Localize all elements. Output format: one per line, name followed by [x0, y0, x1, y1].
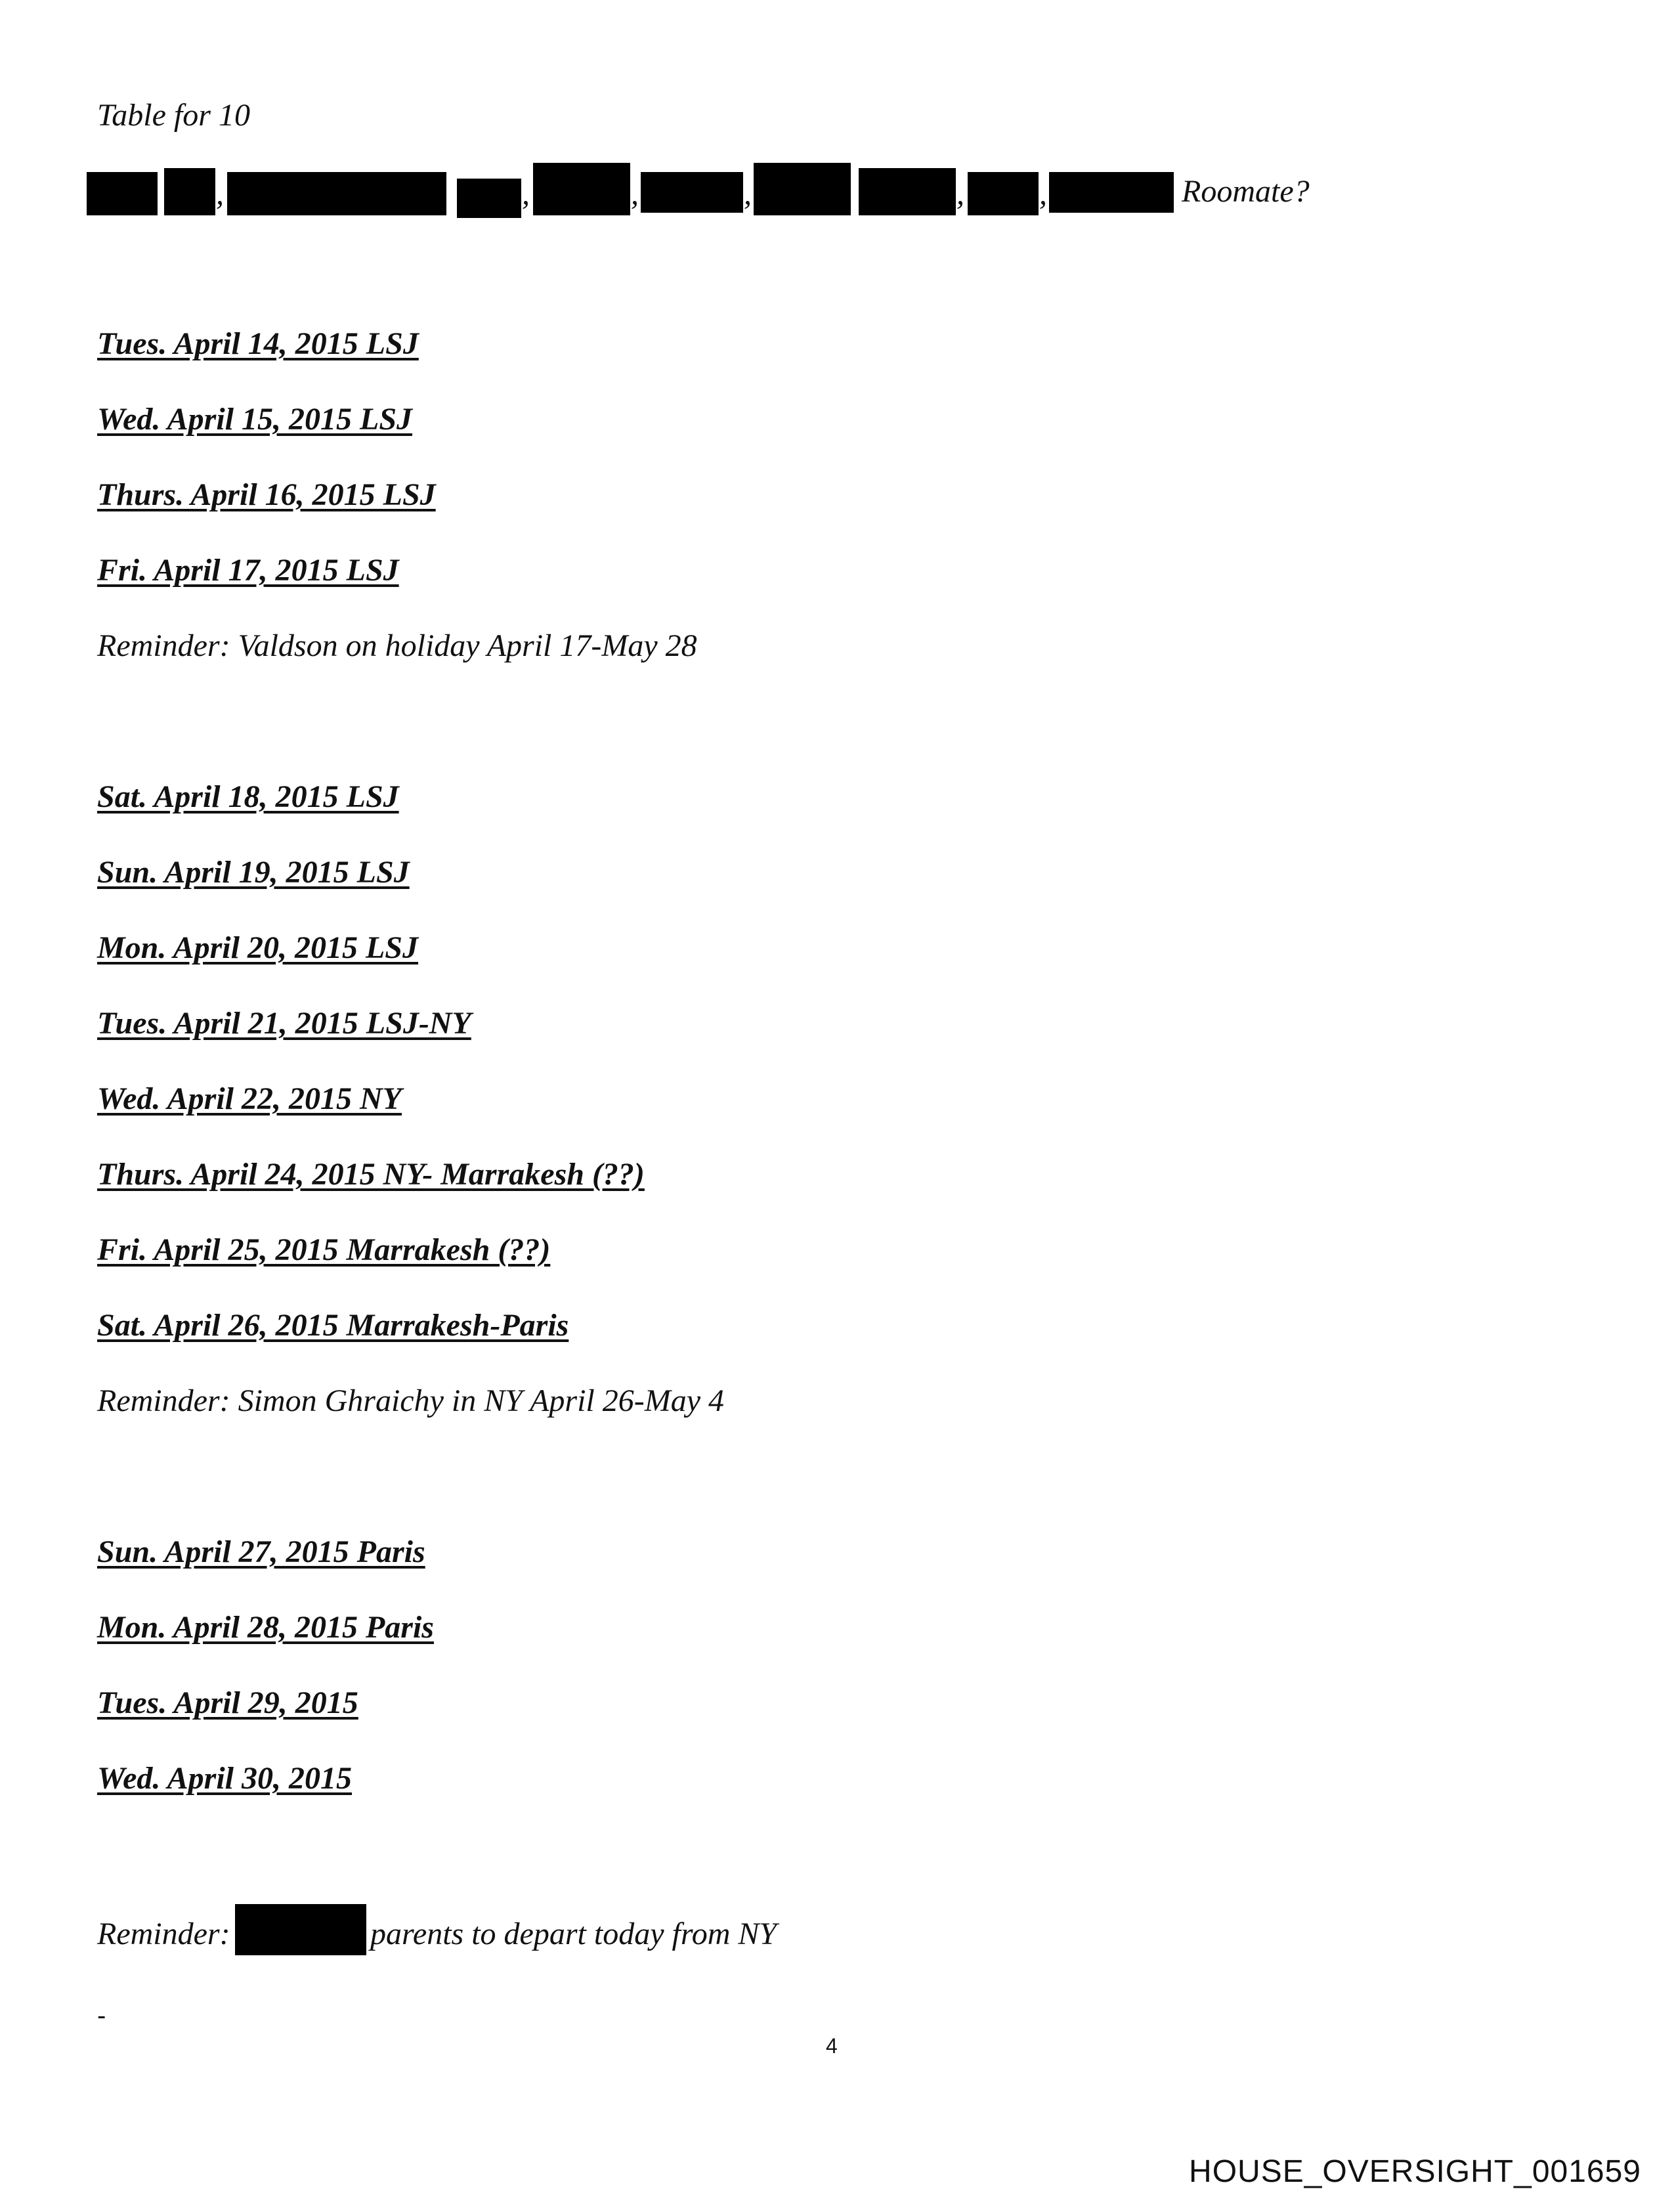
redaction-block — [754, 163, 851, 215]
schedule-entry: Fri. April 17, 2015 LSJ — [97, 553, 399, 588]
schedule-entry: Thurs. April 24, 2015 NY- Marrakesh (??) — [97, 1157, 645, 1192]
schedule-entry: Sun. April 27, 2015 Paris — [97, 1534, 425, 1569]
table-title: Table for 10 — [97, 98, 250, 133]
comma-separator: , — [744, 177, 752, 211]
schedule-entry: Fri. April 25, 2015 Marrakesh (??) — [97, 1232, 551, 1267]
bates-number: HOUSE_OVERSIGHT_001659 — [1189, 2154, 1641, 2189]
schedule-entry: Wed. April 15, 2015 LSJ — [97, 402, 413, 437]
comma-separator: , — [956, 177, 964, 211]
redaction-block — [164, 168, 215, 215]
redaction-block — [533, 163, 630, 215]
reminder-note: Reminder: Valdson on holiday April 17-May 28 — [97, 628, 697, 663]
redaction-block — [859, 168, 956, 215]
schedule-entry: Sun. April 19, 2015 LSJ — [97, 855, 410, 890]
reminder-prefix: Reminder: — [97, 1917, 230, 1951]
schedule-entry: Mon. April 28, 2015 Paris — [97, 1610, 434, 1645]
redaction-block — [457, 179, 521, 218]
comma-separator: , — [522, 177, 530, 211]
schedule-entry: Tues. April 29, 2015 — [97, 1685, 358, 1720]
redaction-block — [641, 172, 743, 213]
schedule-entry: Tues. April 14, 2015 LSJ — [97, 326, 419, 361]
roomate-label: Roomate? — [1182, 174, 1310, 209]
page-number: 4 — [826, 2034, 838, 2058]
schedule-entry: Thurs. April 16, 2015 LSJ — [97, 477, 436, 512]
redaction-block — [968, 172, 1039, 215]
comma-separator: , — [1039, 177, 1047, 211]
schedule-entry: Tues. April 21, 2015 LSJ-NY — [97, 1006, 471, 1041]
redaction-block — [235, 1904, 366, 1955]
reminder-suffix: parents to depart today from NY — [370, 1917, 777, 1951]
reminder-note: Reminder: Simon Ghraichy in NY April 26-May 4 — [97, 1383, 725, 1418]
schedule-entry: Sat. April 26, 2015 Marrakesh-Paris — [97, 1308, 569, 1343]
footer-dash: - — [97, 2001, 106, 2030]
comma-separator: , — [216, 177, 224, 211]
schedule-entry: Sat. April 18, 2015 LSJ — [97, 779, 399, 814]
schedule-entry: Wed. April 22, 2015 NY — [97, 1081, 402, 1116]
comma-separator: , — [631, 177, 639, 211]
redaction-block — [227, 172, 446, 215]
schedule-entry: Mon. April 20, 2015 LSJ — [97, 930, 418, 965]
redaction-block — [1049, 172, 1174, 213]
redaction-block — [87, 172, 158, 215]
schedule-entry: Wed. April 30, 2015 — [97, 1761, 353, 1796]
